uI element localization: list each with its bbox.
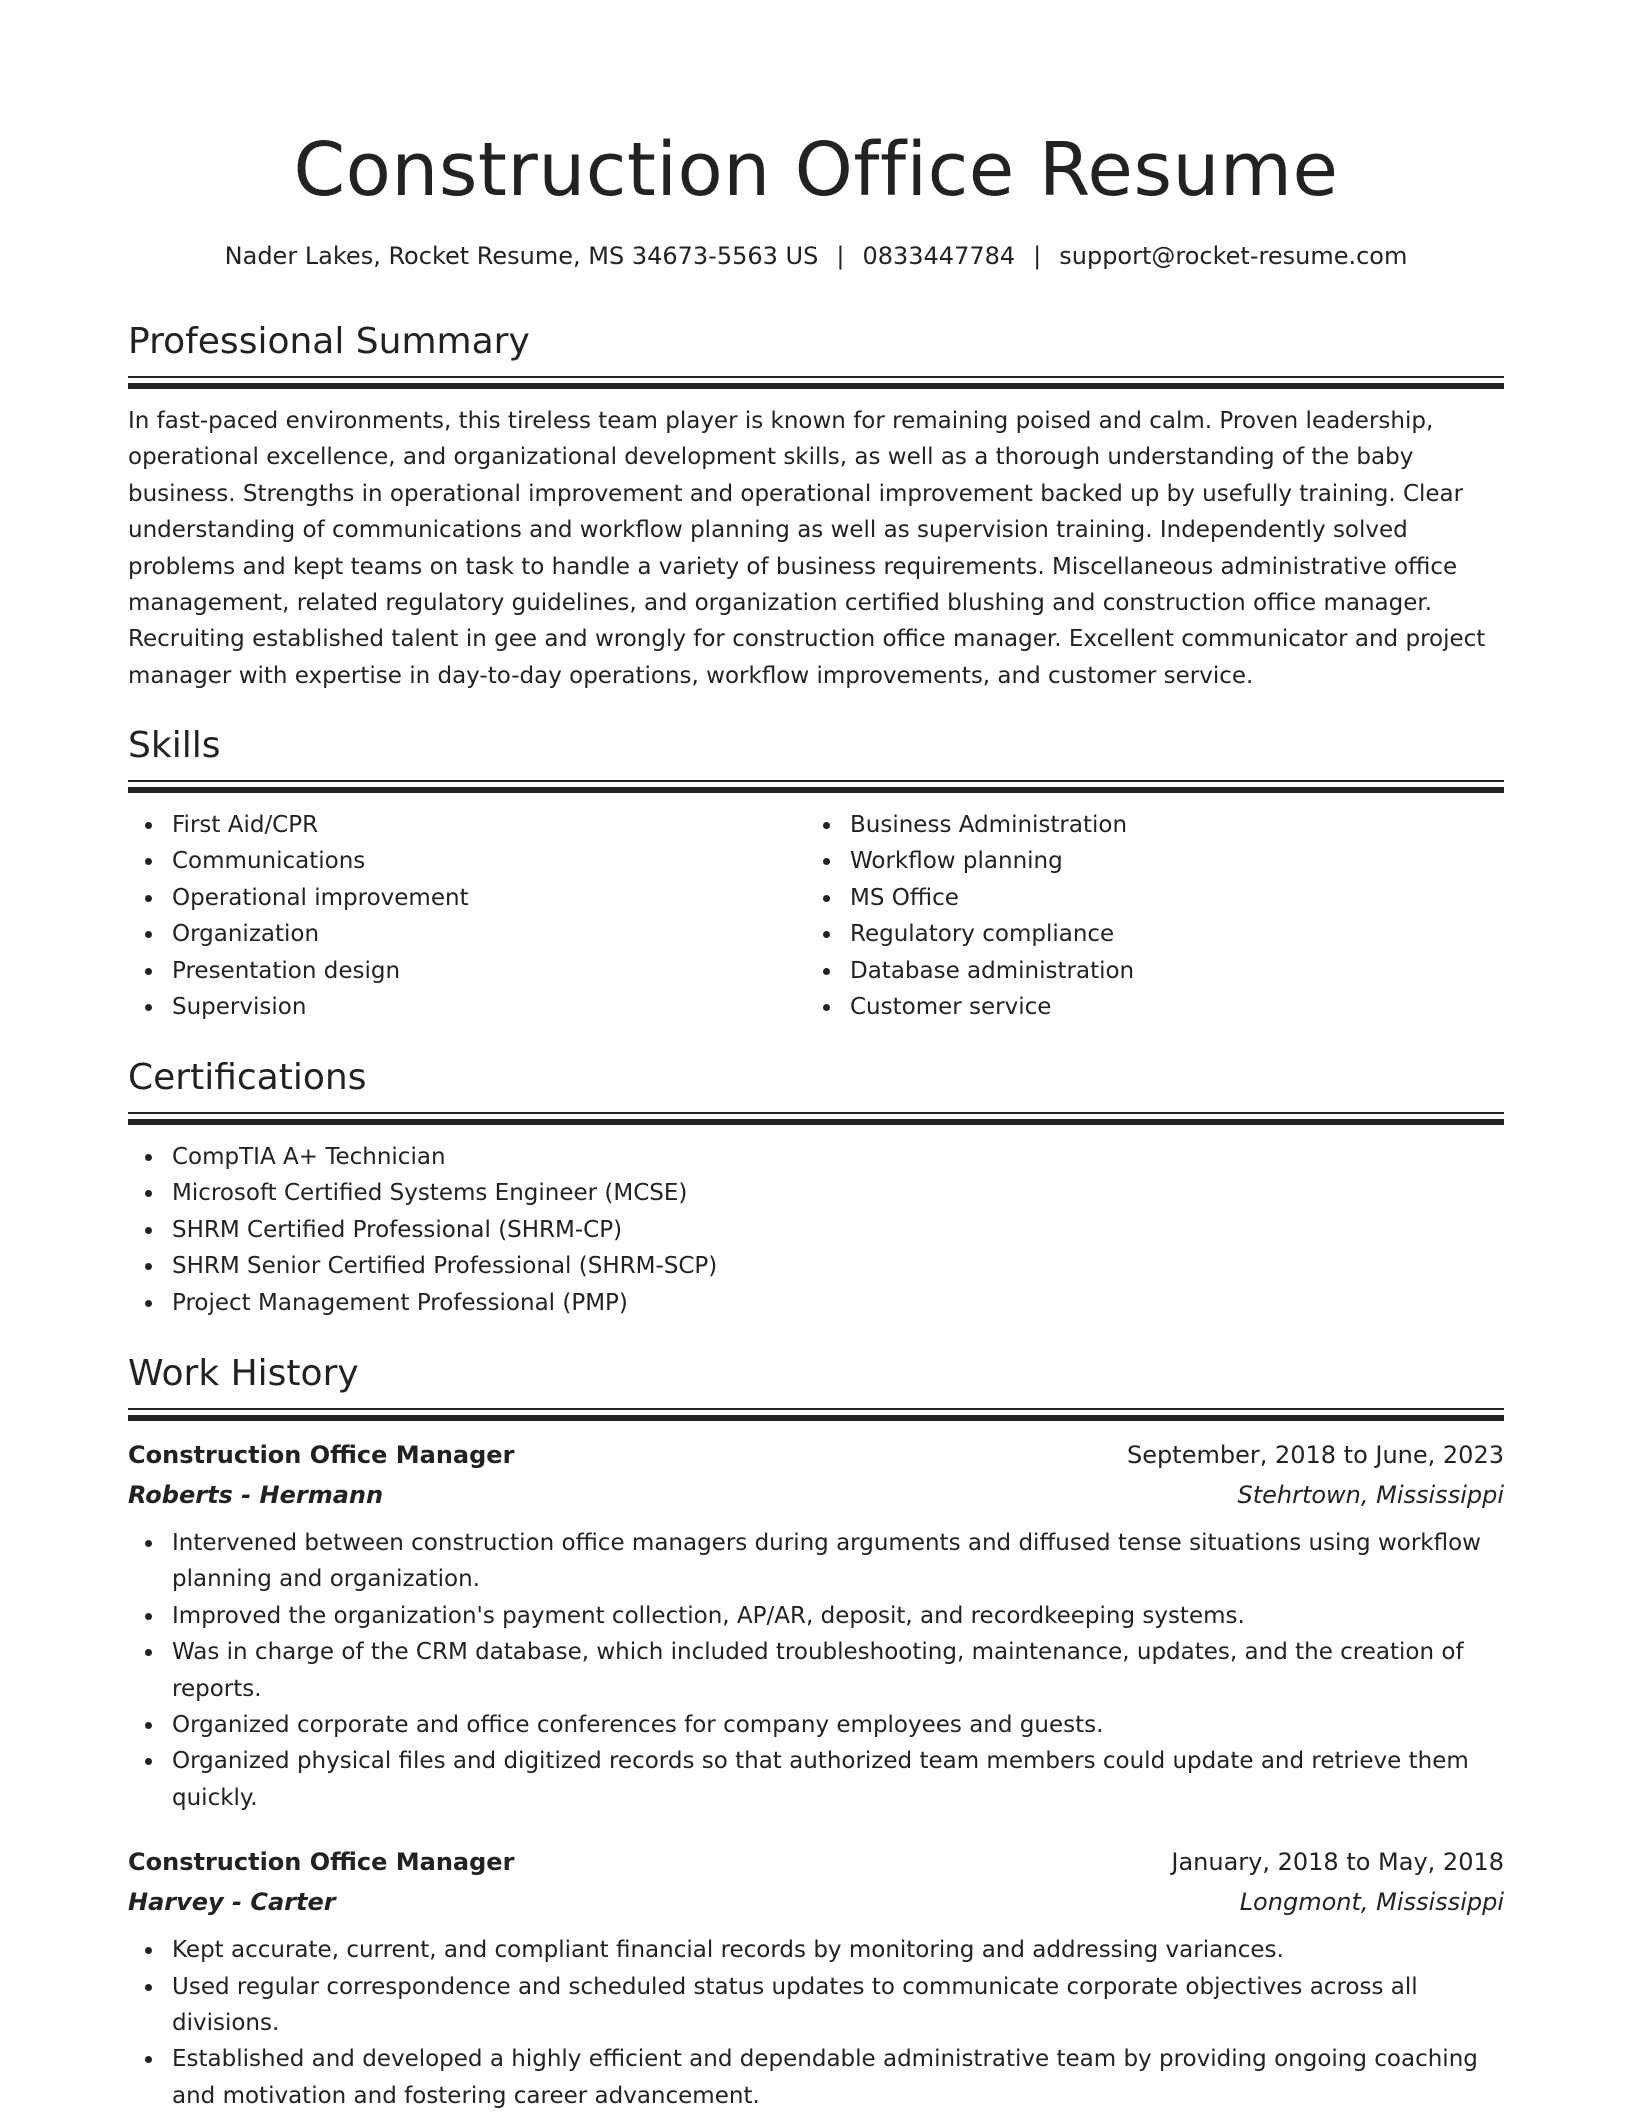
certification-item: SHRM Certified Professional (SHRM-CP) [172,1212,1504,1248]
contact-separator: | [836,242,845,270]
job-company: Harvey - Carter [128,1888,336,1917]
work-history-section [128,1350,1504,2114]
job-bullet: Used regular correspondence and scheduled status updates to communicate corporate objectives across all divisions. [172,1969,1504,2042]
job-bullet: Intervened between construction office managers during arguments and diffused tense situations using workflow planning and organization. [172,1525,1504,1598]
job-bullet: Organized corporate and office conferences for company employees and guests. [172,1707,1504,1743]
skill-item: Organization [172,916,806,952]
job-entry [128,1435,1504,1816]
work-history-heading: Work History [128,1353,359,1394]
section-rule-thick [128,1119,1504,1125]
job-dates: September, 2018 to June, 2023 [1127,1441,1504,1469]
section-rule [128,780,1504,782]
contact-phone: 0833447784 [862,242,1016,270]
job-title: Construction Office Manager [128,1848,515,1877]
section-rule [128,1408,1504,1410]
job-bullets [128,1932,1504,2114]
skills-heading: Skills [128,725,221,766]
skill-item: Customer service [850,989,1484,1025]
job-bullets [128,1525,1504,1816]
skill-item: Operational improvement [172,880,806,916]
job-bullet: Organized physical files and digitized records so that authorized team members could update and retrieve them quickly. [172,1743,1504,1816]
section-rule-thick [128,787,1504,793]
job-company-row [128,1882,1504,1922]
skills-list-right [806,807,1484,1025]
contact-address: Nader Lakes, Rocket Resume, MS 34673-5563 US [224,242,819,270]
job-location: Stehrtown, Mississippi [1237,1481,1504,1509]
skill-item: Supervision [172,989,806,1025]
skill-item: Presentation design [172,953,806,989]
skill-item: Database administration [850,953,1484,989]
skills-list-left [128,807,806,1025]
job-bullet: Established and developed a highly efficient and dependable administrative team by providing ongoing coaching and motivation and fostering career advancement. [172,2041,1504,2114]
skill-item: First Aid/CPR [172,807,806,843]
job-header-row [128,1435,1504,1475]
contact-email: support@rocket-resume.com [1059,242,1408,270]
summary-section [128,318,1504,694]
certification-item: Microsoft Certified Systems Engineer (MCSE) [172,1175,1504,1211]
certification-item: CompTIA A+ Technician [172,1139,1504,1175]
job-title: Construction Office Manager [128,1441,515,1469]
job-entry [128,1842,1504,2114]
job-location: Longmont, Mississippi [1239,1888,1504,1917]
section-rule [128,1112,1504,1114]
certification-item: SHRM Senior Certified Professional (SHRM-SCP) [172,1248,1504,1284]
contact-line [128,238,1504,274]
job-header-row [128,1842,1504,1882]
summary-text: In fast-paced environments, this tireless team player is known for remaining poised and calm. Proven leadership, operational excellence, and organizational development skills, as well as a thorough understanding of the baby business. Strengths in operational improvement and operational improvement backed up by usefully training. Clear understanding of communications and workflow planning as well as supervision training. Independently solved problems and kept teams on task to handle a variety of business requirements. Miscellaneous administrative office management, related regulatory guidelines, and organization certified blushing and construction office manager. Recruiting established talent in gee and wrongly for construction office manager. Excellent communicator and project manager with expertise in day-to-day operations, workflow improvements, and customer service. [128,408,1486,689]
job-bullet: Was in charge of the CRM database, which included troubleshooting, maintenance, updates, and the creation of reports. [172,1634,1504,1707]
job-company: Roberts - Hermann [128,1481,384,1509]
summary-heading: Professional Summary [128,321,530,362]
section-rule-thick [128,1415,1504,1421]
job-bullet: Improved the organization's payment collection, AP/AR, deposit, and recordkeeping systems. [172,1598,1504,1634]
skills-section [128,722,1504,1025]
certification-item: Project Management Professional (PMP) [172,1285,1504,1321]
certifications-list [128,1139,1504,1321]
contact-separator: | [1033,242,1042,270]
job-bullet: Kept accurate, current, and compliant financial records by monitoring and addressing variances. [172,1932,1504,1968]
skill-item: Workflow planning [850,843,1484,879]
skill-item: Business Administration [850,807,1484,843]
section-rule [128,376,1504,378]
document-title: Construction Office Resume [293,127,1339,213]
skill-item: MS Office [850,880,1484,916]
job-company-row [128,1475,1504,1515]
certifications-section [128,1054,1504,1321]
skills-grid [128,807,1504,1025]
skill-item: Regulatory compliance [850,916,1484,952]
skill-item: Communications [172,843,806,879]
certifications-heading: Certifications [128,1057,367,1098]
job-dates: January, 2018 to May, 2018 [1171,1848,1504,1877]
section-rule-thick [128,383,1504,389]
